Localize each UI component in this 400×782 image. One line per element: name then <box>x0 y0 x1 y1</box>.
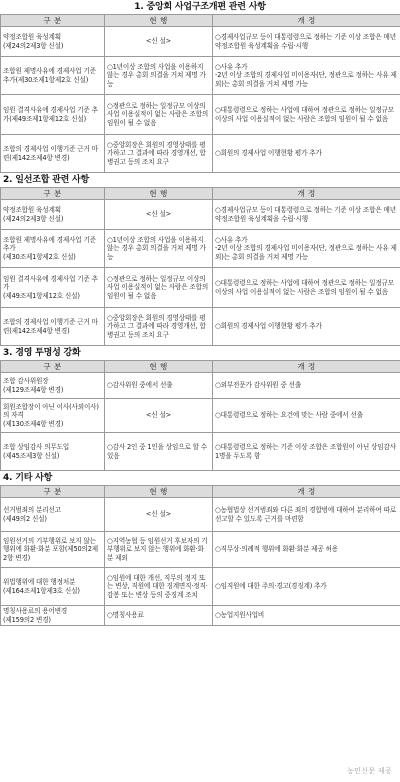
category-cell: 조합의 경제사업 이행기준 근거 마련(제142조제4항 변경) <box>1 308 105 346</box>
section-title: 3. 경영 투명성 강화 <box>3 348 81 358</box>
table-row <box>1 135 400 173</box>
current-cell: ○지역농협 등 임원선거 후보자의 기부행위로 보지 않는 행위에 화환·화분 제외 <box>105 532 213 568</box>
category-header: 구 분 <box>1 361 105 373</box>
revised-cell: ○회원의 경제사업 이행현황 평가 추가 <box>213 135 400 173</box>
current-cell: ○1년이상 조합의 사업을 이용하지 않는 경우 총회 의결을 거쳐 제명 가능 <box>105 57 213 95</box>
category-cell: 명칭사용료의 용어변경 (제159의2 변경) <box>1 606 105 626</box>
category-cell: 임원 결격사유에 경제사업 기준 추가 (제49조제1항제12호 신설) <box>1 268 105 308</box>
category-cell: 조합원 제명사유에 경제사업 기준 추가(제30조제1항제2호 신설) <box>1 57 105 95</box>
current-cell: <신 설> <box>105 27 213 57</box>
category-cell: 약정조합원 육성계획 (제24의2제3항 신설) <box>1 27 105 57</box>
section-title: 2. 일선조합 관련 사항 <box>3 175 90 185</box>
revised-cell: ○외부전문가 감사위원 중 선출 <box>213 373 400 399</box>
revised-cell: ○회원의 경제사업 이행현황 평가 추가 <box>213 308 400 346</box>
revised-cell: ○임직원에 대한 주의·경고(경징계) 추가 <box>213 568 400 606</box>
category-cell: 조합 상임감사 의무도입 (제45조제3항 신설) <box>1 433 105 471</box>
current-cell: ○명칭사용료 <box>105 606 213 626</box>
revised-cell: ○대통령령으로 정하는 기준 이상 조합은 조합원이 아닌 상임감사 1명을 두도록 함 <box>213 433 400 471</box>
revised-cell: ○농업지원사업비 <box>213 606 400 626</box>
table-row <box>1 27 400 57</box>
current-cell: ○1년이상 조합의 사업을 이용하지 않는 경우 총회 의결을 거쳐 제명 가능 <box>105 230 213 268</box>
table-row <box>1 373 400 399</box>
table-header-row <box>1 15 400 27</box>
category-cell: 위법행위에 대한 행정처분 (제164조제1항제3호 신설) <box>1 568 105 606</box>
revised-cell: ○농협법상 선거범죄와 다른 죄의 경합범에 대하여 분리하여 따로 선고할 수 있도록 근거를 마련함 <box>213 498 400 532</box>
section-title: 1. 중앙회 사업구조개편 관련 사항 <box>134 2 266 12</box>
table-row <box>1 568 400 606</box>
revised-cell: ○직무상·의례적 행위에 화환·화분 제공 허용 <box>213 532 400 568</box>
comparison-table <box>0 485 400 626</box>
category-header: 구 분 <box>1 15 105 27</box>
current-header: 현 행 <box>105 361 213 373</box>
table-header-row <box>1 188 400 200</box>
current-header: 현 행 <box>105 188 213 200</box>
current-cell: ○정관으로 정하는 일정규모 이상의 사업 이용실적이 없는 사람은 조합의 임원이 될 수 없음 <box>105 95 213 135</box>
category-cell: 약정조합원 육성계획 (제24의2제3항 신설) <box>1 200 105 230</box>
revised-header: 개 정 <box>213 188 400 200</box>
current-cell: <신 설> <box>105 399 213 433</box>
revised-header: 개 정 <box>213 15 400 27</box>
current-cell: ○감사 2인 중 1인을 상임으로 할 수 있음 <box>105 433 213 471</box>
comparison-table <box>0 14 400 173</box>
current-cell: <신 설> <box>105 200 213 230</box>
category-cell: 임원 결격사유에 경제사업 기준 추가(제49조제1항제12호 신설) <box>1 95 105 135</box>
watermark: 농민신문 제공 <box>347 767 392 775</box>
current-cell: ○감사위원 중에서 선출 <box>105 373 213 399</box>
comparison-table <box>0 187 400 346</box>
revised-cell: ○경제사업규모 등이 대통령령으로 정하는 기준 이상 조합은 매년 약정조합원 육성계획을 수립·시행 <box>213 27 400 57</box>
current-header: 현 행 <box>105 486 213 498</box>
category-cell: 조합 감사위원장 (제129조제4항 변경) <box>1 373 105 399</box>
category-cell: 회원조합장이 아닌 이사(사외이사)의 자격 (제130조제4항 변경) <box>1 399 105 433</box>
table-row <box>1 606 400 626</box>
current-cell: ○중앙회장은 회원의 경영상태를 평가하고 그 결과에 따라 경영개선, 합병권고 등의 조치 요구 <box>105 308 213 346</box>
revised-cell: ○사유 추가 -2년 이상 조합의 경제사업 미이용자(단, 정관으로 정하는 사유 제외)는 총회 의결을 거쳐 제명 가능 <box>213 230 400 268</box>
revised-cell: ○대통령령으로 정하는 사업에 대하여 정관으로 정하는 일정규모 이상의 사업 이용실적이 없는 사람은 조합의 임원이 될 수 없음 <box>213 268 400 308</box>
revised-cell: ○대통령령으로 정하는 요건에 맞는 사람 중에서 선출 <box>213 399 400 433</box>
table-row <box>1 433 400 471</box>
current-cell: <신 설> <box>105 498 213 532</box>
table-row <box>1 532 400 568</box>
section-title: 4. 기타 사항 <box>3 473 53 483</box>
category-cell: 조합원 제명사유에 경제사업 기준 추가 (제30조제1항제2호 신설) <box>1 230 105 268</box>
category-cell: 임원선거의 기부행위로 보지 않는 행위에 화환·화분 포함(제50의2제2항 변경) <box>1 532 105 568</box>
table-header-row <box>1 361 400 373</box>
table-row <box>1 399 400 433</box>
current-cell: ○임원에 대한 개선, 직무의 정지 또는 변상, 직원에 대한 징계면직·정직·감봉 또는 변상 등의 중징계 조치 <box>105 568 213 606</box>
revised-cell: ○대통령령으로 정하는 사업에 대하여 정관으로 정하는 일정규모 이상의 사업 이용실적이 없는 사람은 조합의 임원이 될 수 없음 <box>213 95 400 135</box>
revised-header: 개 정 <box>213 486 400 498</box>
category-header: 구 분 <box>1 188 105 200</box>
table-header-row <box>1 486 400 498</box>
table-row <box>1 95 400 135</box>
current-header: 현 행 <box>105 15 213 27</box>
revised-header: 개 정 <box>213 361 400 373</box>
comparison-table <box>0 360 400 471</box>
table-row <box>1 230 400 268</box>
table-row <box>1 308 400 346</box>
current-cell: ○중앙회장은 회원의 경영상태를 평가하고 그 결과에 따라 경영개선, 합병권고 등의 조치 요구 <box>105 135 213 173</box>
current-cell: ○정관으로 정하는 일정규모 이상의 사업 이용실적이 없는 사람은 조합의 임원이 될 수 없음 <box>105 268 213 308</box>
category-cell: 선거범죄의 분리선고 (제49의2 신설) <box>1 498 105 532</box>
table-row <box>1 268 400 308</box>
table-row <box>1 498 400 532</box>
category-cell: 조합의 경제사업 이행기준 근거 마련(제142조제4항 변경) <box>1 135 105 173</box>
revised-cell: ○경제사업규모 등이 대통령령으로 정하는 기준 이상 조합은 매년 약정조합원 육성계획을 수립·시행 <box>213 200 400 230</box>
category-header: 구 분 <box>1 486 105 498</box>
table-row <box>1 200 400 230</box>
table-row <box>1 57 400 95</box>
revised-cell: ○사유 추가 -2년 이상 조합의 경제사업 미이용자(단, 정관으로 정하는 사유 제외)는 총회 의결을 거쳐 제명 가능 <box>213 57 400 95</box>
